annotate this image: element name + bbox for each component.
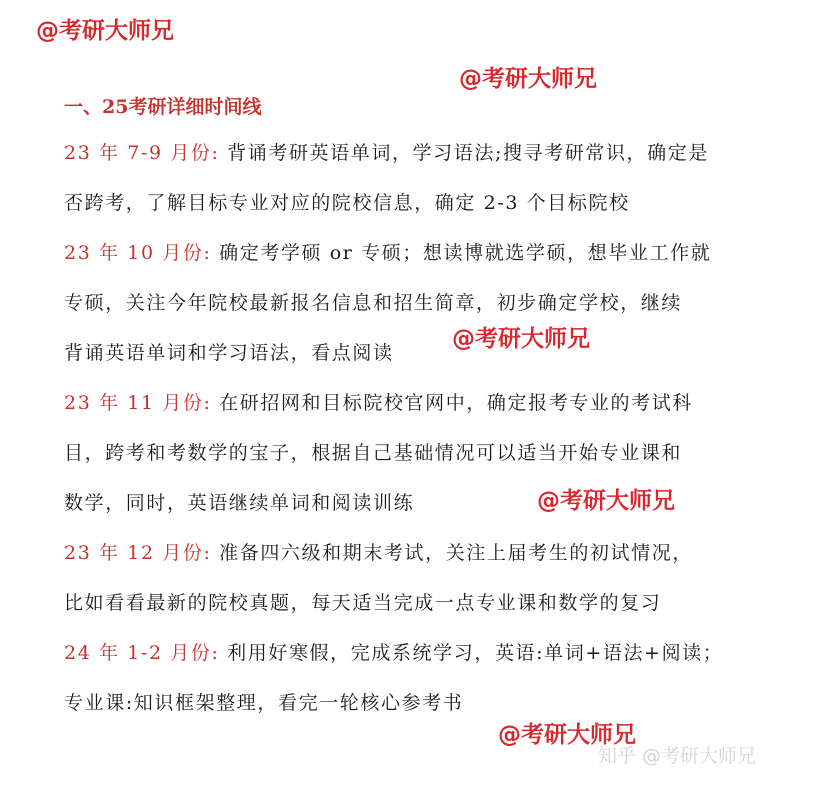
section-text: 在研招网和目标院校官网中，确定报考专业的考试科 — [211, 392, 693, 414]
section-first-line — [64, 628, 734, 678]
section-first-line — [64, 228, 734, 278]
watermark-lower-right: @考研大师兄 — [537, 488, 675, 514]
timeline-section — [64, 528, 734, 628]
section-line: 专业课:知识框架整理，看完一轮核心参考书 — [64, 692, 464, 714]
section-text: 利用好寒假，完成系统学习，英语:单词+语法+阅读； — [219, 642, 724, 664]
section-line: 背诵英语单词和学习语法，看点阅读 — [64, 342, 394, 364]
section-first-line — [64, 528, 734, 578]
section-text: 背诵考研英语单词，学习语法;搜寻考研常识，确定是 — [219, 142, 709, 164]
watermark-top-right: @考研大师兄 — [459, 66, 597, 92]
section-first-line — [64, 128, 734, 178]
watermark-bottom: @考研大师兄 — [498, 722, 636, 748]
section-line: 比如看看最新的院校真题，每天适当完成一点专业课和数学的复习 — [64, 592, 662, 614]
section-month: 23 年 10 月份: — [64, 242, 212, 264]
timeline-section — [64, 128, 734, 228]
section-line: 目，跨考和考数学的宝子，根据自己基础情况可以适当开始专业课和 — [64, 442, 683, 464]
section-text: 准备四六级和期末考试，关注上届考生的初试情况， — [211, 542, 693, 564]
section-month: 23 年 7-9 月份: — [64, 142, 220, 164]
section-first-line — [64, 378, 734, 428]
timeline-content — [64, 128, 734, 728]
section-text: 确定考学硕 or 专硕；想读博就选学硕，想毕业工作就 — [211, 242, 712, 264]
timeline-section — [64, 228, 734, 378]
section-month: 23 年 12 月份: — [64, 542, 212, 564]
section-line: 专硕，关注今年院校最新报名信息和招生简章，初步确定学校，继续 — [64, 292, 683, 314]
section-line: 否跨考，了解目标专业对应的院校信息，确定 2-3 个目标院校 — [64, 192, 630, 214]
zhihu-watermark: 知乎 @考研大师兄 — [598, 745, 757, 767]
section-line: 数学，同时，英语继续单词和阅读训练 — [64, 492, 415, 514]
timeline-heading: 一、25考研详细时间线 — [64, 96, 262, 118]
section-month: 24 年 1-2 月份: — [64, 642, 220, 664]
section-month: 23 年 11 月份: — [64, 392, 212, 414]
watermark-top-left: @考研大师兄 — [36, 18, 174, 44]
timeline-section — [64, 628, 734, 728]
watermark-mid: @考研大师兄 — [452, 326, 590, 352]
